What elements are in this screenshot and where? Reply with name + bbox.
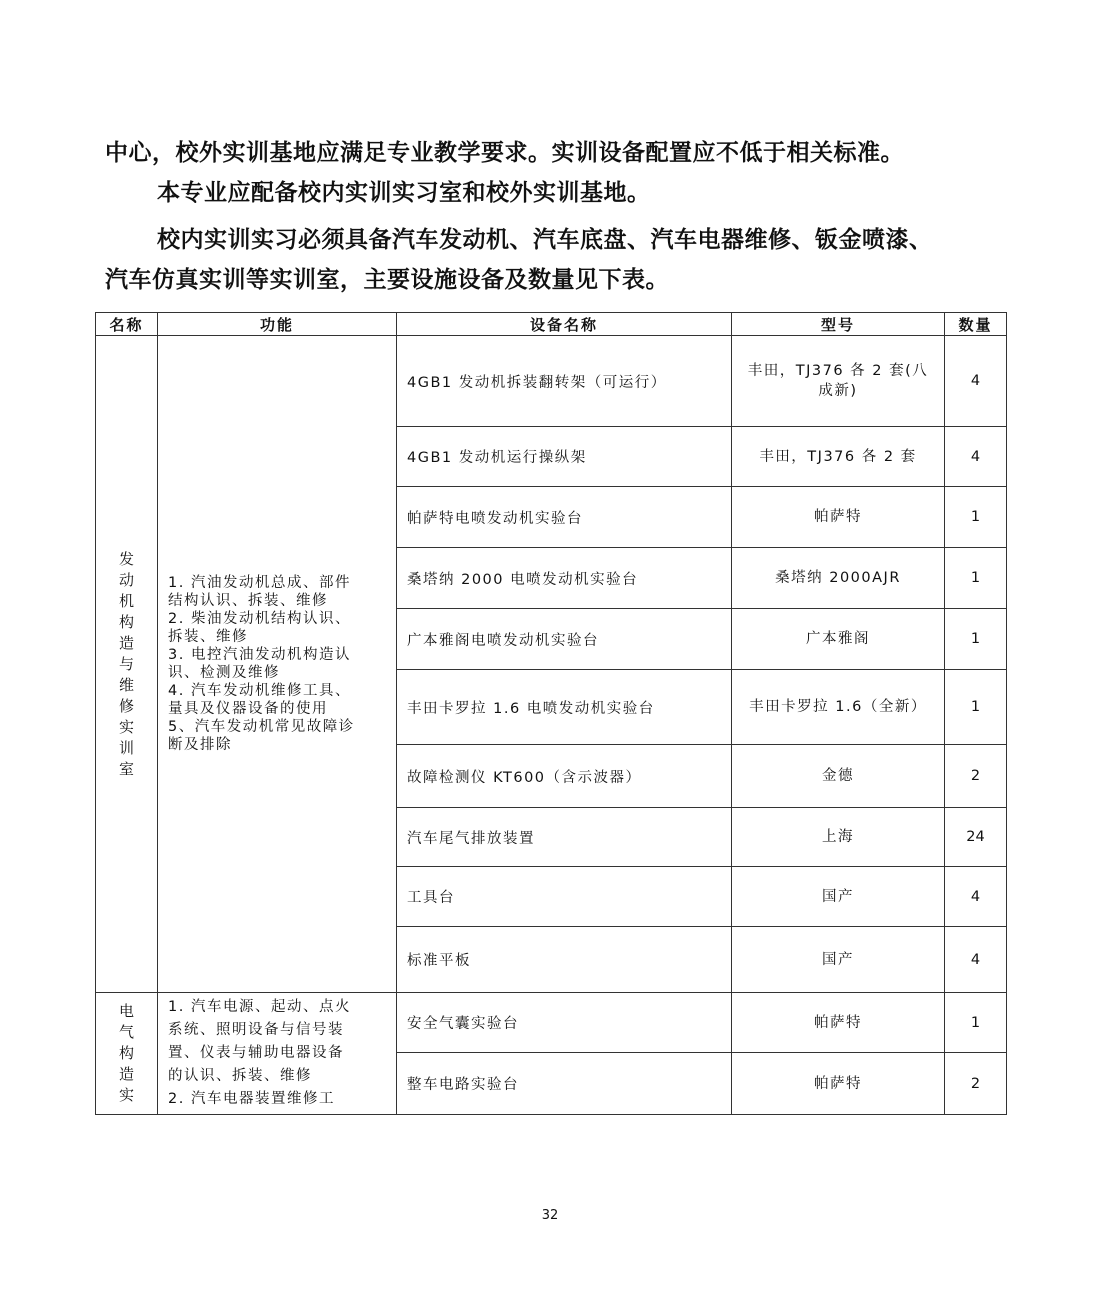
function-line: 1. 汽车电源、起动、点火: [168, 999, 351, 1015]
equipment-model: 丰田，TJ376 各 2 套(八成新): [732, 336, 945, 427]
equipment-name: 4GB1 发动机拆装翻转架（可运行）: [397, 336, 732, 427]
equipment-name: 标准平板: [397, 927, 732, 993]
equipment-quantity: 24: [945, 808, 1007, 867]
function-line: 5、汽车发动机常见故障诊: [168, 719, 355, 735]
category-char: 实: [118, 1086, 134, 1104]
category-char: 修: [118, 696, 134, 715]
equipment-quantity: 4: [945, 427, 1007, 487]
equipment-quantity: 4: [945, 336, 1007, 427]
paragraph-2: 本专业应配备校内实训实习室和校外实训基地。: [157, 179, 651, 206]
equipment-quantity: 1: [945, 993, 1007, 1053]
category-char: 机: [118, 591, 134, 610]
equipment-name: 广本雅阁电喷发动机实验台: [397, 609, 732, 670]
category-engine: [96, 336, 158, 993]
category-char: 构: [118, 1044, 134, 1062]
category-char: 与: [118, 654, 134, 673]
function-engine: [158, 336, 397, 993]
equipment-quantity: 4: [945, 867, 1007, 927]
category-char: 构: [118, 612, 134, 631]
equipment-quantity: 4: [945, 927, 1007, 993]
equipment-quantity: 1: [945, 487, 1007, 548]
equipment-name: 帕萨特电喷发动机实验台: [397, 487, 732, 548]
header-equipment-name: 设备名称: [397, 313, 732, 336]
header-function: 功能: [158, 313, 397, 336]
function-line: 置、仪表与辅助电器设备: [168, 1045, 344, 1061]
category-char: 造: [118, 1065, 134, 1083]
header-quantity: 数量: [945, 313, 1007, 336]
function-line: 的认识、拆装、维修: [168, 1068, 312, 1084]
category-char: 动: [118, 570, 134, 589]
category-char: 维: [118, 675, 134, 694]
function-line: 识、检测及维修: [168, 665, 280, 681]
equipment-model: 帕萨特: [732, 487, 945, 548]
equipment-name: 汽车尾气排放装置: [397, 808, 732, 867]
equipment-model: 帕萨特: [732, 993, 945, 1053]
paragraph-1: 中心，校外实训基地应满足专业教学要求。实训设备配置应不低于相关标准。: [105, 139, 904, 166]
paragraph-3-line-2: 汽车仿真实训等实训室，主要设施设备及数量见下表。: [105, 266, 669, 293]
table-row: [96, 993, 1007, 1053]
equipment-quantity: 1: [945, 548, 1007, 609]
equipment-name: 工具台: [397, 867, 732, 927]
function-line: 拆装、维修: [168, 629, 248, 645]
function-line: 1. 汽油发动机总成、部件: [168, 575, 351, 591]
header-name: 名称: [96, 313, 158, 336]
equipment-name: 丰田卡罗拉 1.6 电喷发动机实验台: [397, 670, 732, 745]
function-electrical: [158, 993, 397, 1115]
table-header-row: [96, 313, 1007, 336]
function-line: 2. 汽车电器装置维修工: [168, 1091, 335, 1107]
equipment-name: 整车电路实验台: [397, 1053, 732, 1115]
category-char: 训: [118, 738, 134, 757]
function-line: 2. 柴油发动机结构认识、: [168, 611, 351, 627]
equipment-model: 桑塔纳 2000AJR: [732, 548, 945, 609]
category-char: 实: [118, 717, 134, 736]
equipment-model: 丰田，TJ376 各 2 套: [732, 427, 945, 487]
page-number: 32: [541, 1208, 559, 1223]
category-electrical: [96, 993, 158, 1115]
category-char: 气: [118, 1023, 134, 1041]
equipment-quantity: 1: [945, 670, 1007, 745]
equipment-model: 广本雅阁: [732, 609, 945, 670]
table-row: [96, 336, 1007, 427]
equipment-quantity: 1: [945, 609, 1007, 670]
equipment-name: 4GB1 发动机运行操纵架: [397, 427, 732, 487]
equipment-name: 故障检测仪 KT600（含示波器）: [397, 745, 732, 808]
category-char: 造: [118, 633, 134, 652]
equipment-name: 安全气囊实验台: [397, 993, 732, 1053]
equipment-model: 国产: [732, 927, 945, 993]
equipment-model: 帕萨特: [732, 1053, 945, 1115]
function-line: 4. 汽车发动机维修工具、: [168, 683, 351, 699]
function-line: 3. 电控汽油发动机构造认: [168, 647, 351, 663]
equipment-model: 丰田卡罗拉 1.6（全新）: [732, 670, 945, 745]
category-char: 电: [118, 1002, 134, 1020]
category-char: 发: [118, 549, 134, 568]
equipment-name: 桑塔纳 2000 电喷发动机实验台: [397, 548, 732, 609]
function-line: 量具及仪器设备的使用: [168, 701, 328, 717]
equipment-model: 金德: [732, 745, 945, 808]
function-line: 结构认识、拆装、维修: [168, 593, 328, 609]
function-line: 系统、照明设备与信号装: [168, 1022, 344, 1038]
equipment-table: [95, 312, 1007, 1115]
function-line: 断及排除: [168, 737, 232, 753]
equipment-quantity: 2: [945, 1053, 1007, 1115]
paragraph-3-line-1: 校内实训实习必须具备汽车发动机、汽车底盘、汽车电器维修、钣金喷漆、: [157, 226, 933, 253]
header-model: 型号: [732, 313, 945, 336]
equipment-model: 国产: [732, 867, 945, 927]
equipment-model: 上海: [732, 808, 945, 867]
equipment-quantity: 2: [945, 745, 1007, 808]
category-char: 室: [118, 759, 134, 778]
